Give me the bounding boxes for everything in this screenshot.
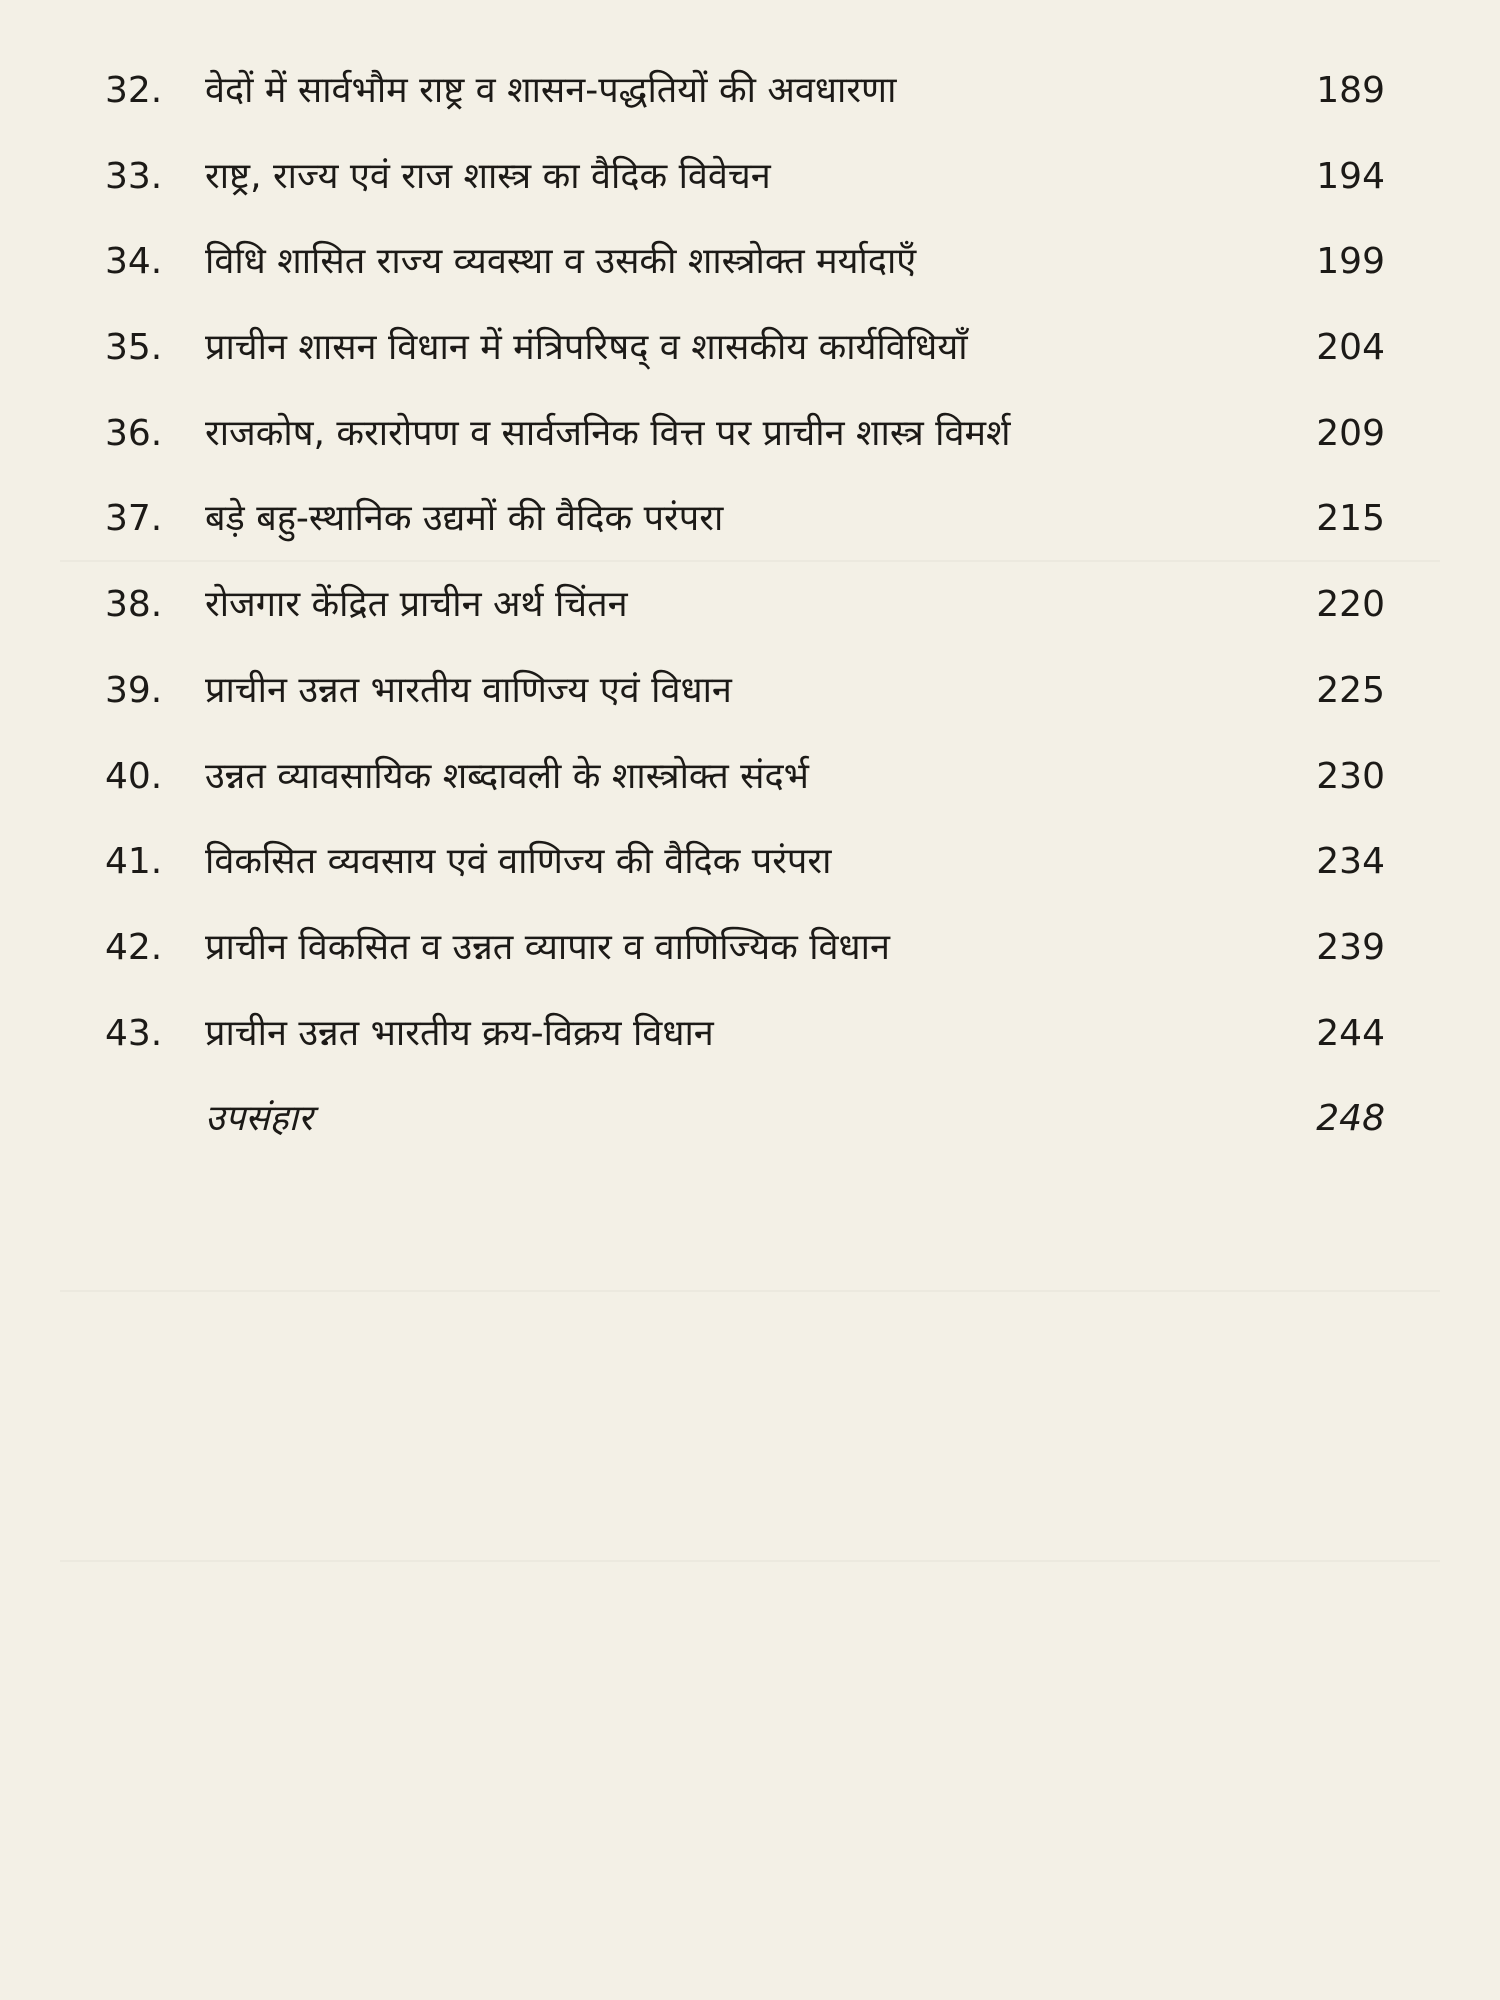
- entry-page-number: 215: [1316, 498, 1385, 540]
- entry-page-number: 199: [1316, 241, 1385, 283]
- entry-number: 41.: [105, 841, 163, 883]
- entry-page-number: 225: [1316, 669, 1385, 711]
- table-of-contents: [0, 48, 1500, 1162]
- toc-entry: [0, 819, 1500, 905]
- toc-entry: [0, 219, 1500, 305]
- entry-title: रोजगार केंद्रित प्राचीन अर्थ चिंतन: [205, 584, 628, 626]
- toc-entry: [0, 48, 1500, 134]
- toc-entry: [0, 391, 1500, 477]
- entry-number: 35.: [105, 327, 163, 369]
- entry-page-number: 209: [1316, 412, 1385, 454]
- toc-entry: [0, 476, 1500, 562]
- entry-number: 38.: [105, 584, 163, 626]
- entry-page-number: 220: [1316, 584, 1385, 626]
- entry-title: बड़े बहु-स्थानिक उद्यमों की वैदिक परंपरा: [205, 498, 724, 540]
- toc-entry: [0, 562, 1500, 648]
- entry-number: 34.: [105, 241, 163, 283]
- entry-number: 40.: [105, 755, 163, 797]
- toc-closing-entry: [0, 1076, 1500, 1162]
- entry-page-number: 204: [1316, 327, 1385, 369]
- entry-title: विधि शासित राज्य व्यवस्था व उसकी शास्त्रोक्त मर्यादाएँ: [205, 241, 917, 283]
- entry-page-number: 234: [1316, 841, 1385, 883]
- entry-number: 42.: [105, 926, 163, 968]
- entry-title: प्राचीन उन्नत भारतीय वाणिज्य एवं विधान: [205, 669, 732, 711]
- toc-entry: [0, 305, 1500, 391]
- closing-page-number: 248: [1316, 1098, 1385, 1140]
- closing-title: उपसंहार: [205, 1098, 313, 1140]
- entry-title: विकसित व्यवसाय एवं वाणिज्य की वैदिक परंपरा: [205, 841, 832, 883]
- toc-entry: [0, 734, 1500, 820]
- entry-page-number: 194: [1316, 155, 1385, 197]
- toc-entry: [0, 134, 1500, 220]
- entry-page-number: 230: [1316, 755, 1385, 797]
- entry-number: 32.: [105, 70, 163, 111]
- entry-title: वेदों में सार्वभौम राष्ट्र व शासन-पद्धतियों की अवधारणा: [205, 70, 897, 111]
- entry-number: 37.: [105, 498, 163, 540]
- entry-page-number: 244: [1316, 1012, 1385, 1054]
- toc-entry: [0, 648, 1500, 734]
- toc-entry: [0, 905, 1500, 991]
- entry-title: राष्ट्र, राज्य एवं राज शास्त्र का वैदिक विवेचन: [205, 155, 771, 197]
- entry-page-number: 239: [1316, 926, 1385, 968]
- entry-title: प्राचीन विकसित व उन्नत व्यापार व वाणिज्यिक विधान: [205, 926, 890, 968]
- entry-number: 43.: [105, 1012, 163, 1054]
- toc-entry: [0, 991, 1500, 1077]
- entry-title: प्राचीन उन्नत भारतीय क्रय-विक्रय विधान: [205, 1012, 714, 1054]
- entry-page-number: 189: [1316, 70, 1385, 111]
- entry-number: 36.: [105, 412, 163, 454]
- entry-number: 33.: [105, 155, 163, 197]
- entry-number: 39.: [105, 669, 163, 711]
- bleed-through-line: [60, 1560, 1440, 1562]
- entry-title: उन्नत व्यावसायिक शब्दावली के शास्त्रोक्त संदर्भ: [205, 755, 809, 797]
- bleed-through-line: [60, 1290, 1440, 1292]
- entry-title: प्राचीन शासन विधान में मंत्रिपरिषद् व शासकीय कार्यविधियाँ: [205, 327, 968, 369]
- entry-title: राजकोष, करारोपण व सार्वजनिक वित्त पर प्राचीन शास्त्र विमर्श: [205, 412, 1011, 454]
